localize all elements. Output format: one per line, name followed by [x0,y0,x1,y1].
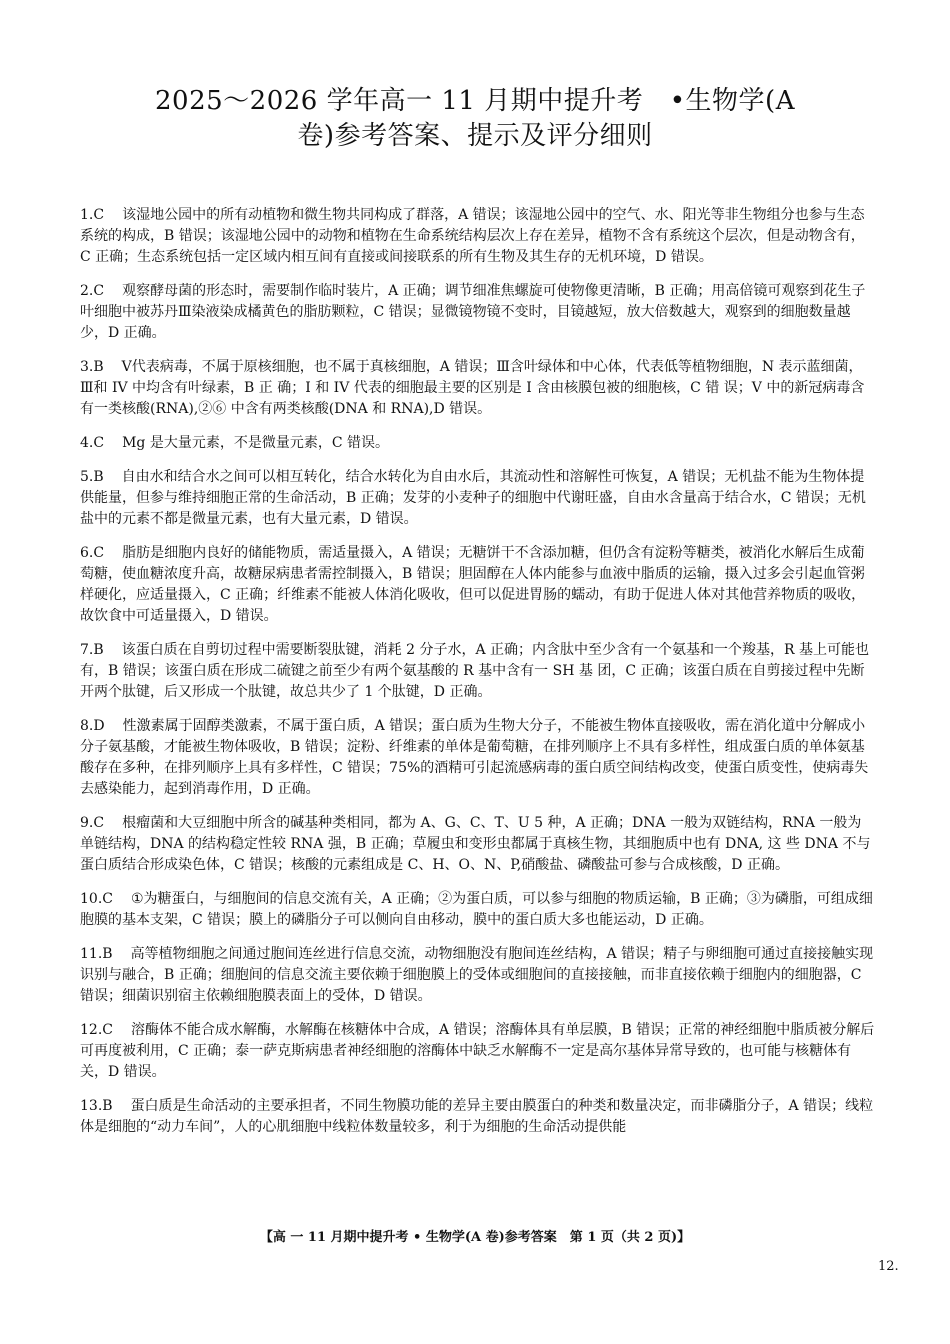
answer-item [80,1020,875,1083]
answer-number: 2.C [80,283,105,299]
answer-explanation: 该湿地公园中的所有动植物和微生物共同构成了群落，A 错误；该湿地公园中的空气、水、阳光等非生物组分也参与生态系统的构成，B 错误；该湿地公园中的动物和植物在生命系统结构层次上存在差异，植物不含有系统这个层次，但是动物含有，C 正确；生态系统包括一定区域内相互间有直接或间接联系的所有生物及其生存的无机环境，D 错误。 [80,207,865,265]
answer-explanation: 该蛋白质在自剪切过程中需要断裂肽键，消耗 2 分子水，A 正确；内含肽中至少含有一个氨基和一个羧基，R 基上可能也有，B 错误；该蛋白质在形成二硫键之前至少有两个氨基酸的 R 基中含有一 SH 基 团，C 正确；该蛋白质在自剪接过程中先断开两个肽键，后又形成一个肽键，故总共少了 1 个肽键，D 正确。 [80,642,870,700]
answer-item [80,357,875,420]
answer-explanation: 观察酵母菌的形态时，需要制作临时装片，A 正确；调节细准焦螺旋可使物像更清晰，B 正确；用高倍镜可观察到花生子叶细胞中被苏丹Ⅲ染液染成橘黄色的脂肪颗粒，C 错误；显微镜物镜不变时，目镜越短，放大倍数越大，观察到的细胞数量越少，D 正确。 [80,283,866,341]
answer-explanation: 脂肪是细胞内良好的储能物质，需适量摄入，A 错误；无糖饼干不含添加糖，但仍含有淀粉等糖类，被消化水解后生成葡萄糖，使血糖浓度升高，故糖尿病患者需控制摄入，B 错误；胆固醇在人体内能参与血液中脂质的运输，摄入过多会引起血管粥样硬化，应适量摄入，C 正确；纤维素不能被人体消化吸收，但可以促进胃肠的蠕动，有助于促进人体对其他营养物质的吸收，故饮食中可适量摄入，D 错误。 [80,545,866,624]
answer-item [80,640,875,703]
answer-explanation: 自由水和结合水之间可以相互转化，结合水转化为自由水后，其流动性和溶解性可恢复，A 错误；无机盐不能为生物体提供能量，但参与维持细胞正常的生命活动，B 正确；发芽的小麦种子的细胞中代谢旺盛，自由水含量高于结合水，C 错误；无机盐中的元素不都是微量元素，也有大量元素，D 错误。 [80,469,866,527]
answer-explanation: 性激素属于固醇类激素，不属于蛋白质，A 错误；蛋白质为生物大分子，不能被生物体直接吸收，需在消化道中分解成小分子氨基酸，才能被生物体吸收，B 错误；淀粉、纤维素的单体是葡萄糖，在排列顺序上不具有多样性，组成蛋白质的单体氨基酸存在多种，在排列顺序上具有多样性，C 错误；75%的酒精可引起流感病毒的蛋白质空间结构改变，使蛋白质变性，使病毒失去感染能力，起到消毒作用，D 正确。 [80,718,869,797]
answer-list [80,205,875,1151]
answer-explanation: Ⅴ代表病毒，不属于原核细胞，也不属于真核细胞，A 错误；Ⅲ含叶绿体和中心体，代表低等植物细胞，N 表示蓝细菌，Ⅲ和 IV 中均含有叶绿素，B 正 确；I 和 IV 代表的细胞最主要的区别是 I 含由核膜包被的细胞核，C 错 误；V 中的新冠病毒含有一类核酸(RNA),②⑥ 中含有两类核酸(DNA 和 RNA),D 错误。 [80,359,865,417]
answer-number: 13.B [80,1098,113,1114]
answer-explanation: 高等植物细胞之间通过胞间连丝进行信息交流，动物细胞没有胞间连丝结构，A 错误；精子与卵细胞可通过直接接触实现识别与融合，B 正确；细胞间的信息交流主要依赖于细胞膜上的受体或细胞间的直接接触，而非直接依赖于细胞内的细胞器，C 错误；细菌识别宿主依赖细胞膜表面上的受体，D 错误。 [80,946,874,1004]
answer-number: 12.C [80,1022,113,1038]
answer-explanation: Mg 是大量元素，不是微量元素，C 错误。 [122,435,389,451]
answer-number: 1.C [80,207,105,223]
answer-item [80,813,875,876]
answer-number: 4.C [80,435,105,451]
answer-number: 8.D [80,718,105,734]
answer-item [80,1096,875,1138]
answer-number: 10.C [80,891,113,907]
answer-number: 7.B [80,642,104,658]
answer-item [80,467,875,530]
answer-item [80,944,875,1007]
page-footer: 【高 一 11 月期中提升考 • 生物学(A 卷)参考答案 第 1 页（共 2 页)】 [259,1230,691,1245]
answer-number: 5.B [80,469,104,485]
page-mark: 12. [878,1259,899,1274]
answer-explanation: 蛋白质是生命活动的主要承担者，不同生物膜功能的差异主要由膜蛋白的种类和数量决定，而非磷脂分子，A 错误；线粒体是细胞的“动力车间”，人的心肌细胞中线粒体数量较多，利于为细胞的生命活动提供能 [80,1098,874,1135]
answer-number: 3.B [80,359,104,375]
answer-item [80,716,875,800]
answer-item [80,889,875,931]
answer-number: 6.C [80,545,105,561]
answer-number: 11.B [80,946,113,962]
answer-item [80,281,875,344]
answer-item [80,433,875,454]
answer-item [80,543,875,627]
answer-explanation: 根瘤菌和大豆细胞中所含的碱基种类相同，都为 A、G、C、T、U 5 种，A 正确；DNA 一般为双链结构，RNA 一般为单链结构，DNA 的结构稳定性较 RNA 强，B 正确；草履虫和变形虫都属于真核生物，其细胞质中也有 DNA, 这 些 DNA 不与蛋白质结合形成染色体，C 错误；核酸的元素组成是 C、H、O、N、P,硝酸盐、磷酸盐可参与合成核酸，D 正确。 [80,815,871,873]
answer-explanation: ①为糖蛋白，与细胞间的信息交流有关，A 正确；②为蛋白质，可以参与细胞的物质运输，B 正确；③为磷脂，可组成细胞膜的基本支架，C 错误；膜上的磷脂分子可以侧向自由移动，膜中的蛋白质大多也能运动，D 正确。 [80,891,873,928]
answer-number: 9.C [80,815,105,831]
answer-item [80,205,875,268]
doc-title-line-1: 2025～2026 学年高一 11 月期中提升考 •生物学(A [155,86,795,116]
doc-title-line-2: 卷)参考答案、提示及评分细则 [297,121,653,151]
answer-explanation: 溶酶体不能合成水解酶，水解酶在核糖体中合成，A 错误；溶酶体具有单层膜，B 错误；正常的神经细胞中脂质被分解后可再度被利用，C 正确；泰一萨克斯病患者神经细胞的溶酶体中缺乏水解酶不一定是高尔基体异常导致的，也可能与核糖体有关，D 错误。 [80,1022,875,1080]
